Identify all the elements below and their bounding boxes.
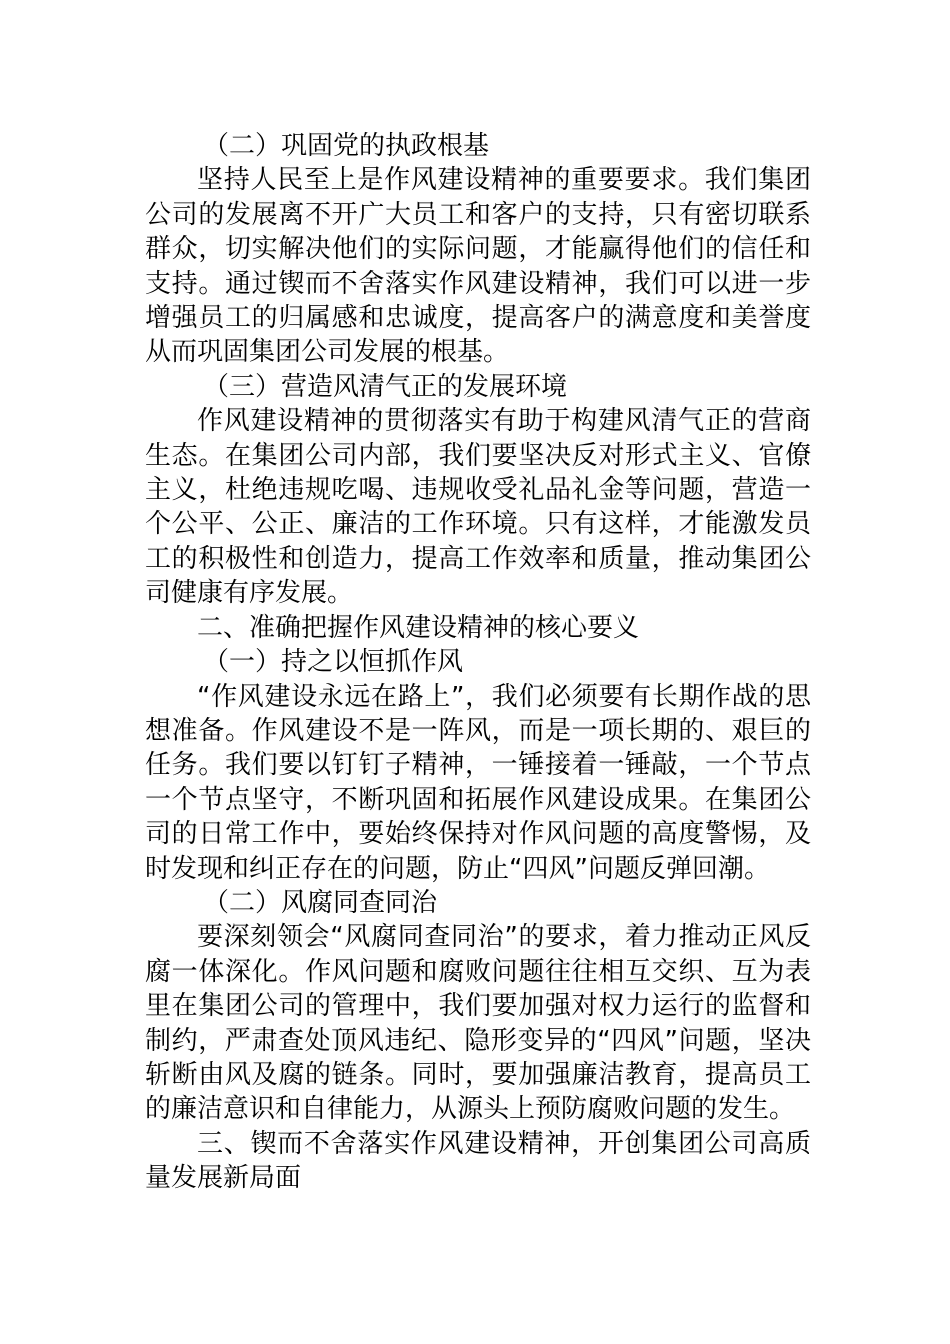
subheading-consolidate-foundation: （二）巩固党的执政根基 — [203, 131, 490, 161]
heading-high-quality-development: 三、锲而不舍落实作风建设精神，开创集团公司高质量发展新局面 — [145, 1128, 811, 1194]
paragraph-long-term: “作风建设永远在路上”，我们必须要有长期作战的思想准备。作风建设不是一阵风，而是一项长期的、艰巨的任务。我们要以钉钉子精神，一锤接着一锤敲，一个节点一个节点坚守，不断巩固和拓展作风建设成果。在集团公司的日常工作中，要始终保持对作风问题的高度警惕，及时发现和纠正存在的问题，防止“四风”问题反弹回潮。 — [145, 681, 811, 884]
subheading-persistence: （一）持之以恒抓作风 — [203, 647, 464, 678]
subheading-joint-investigation: （二）风腐同查同治 — [203, 887, 438, 918]
heading-core-essence: 二、准确把握作风建设精神的核心要义 — [197, 612, 640, 643]
document-body — [145, 129, 811, 1196]
paragraph-anti-corruption: 要深刻领会“风腐同查同治”的要求，着力推动正风反腐一体深化。作风问题和腐败问题往往相互交织、互为表里在集团公司的管理中，我们要加强对权力运行的监督和制约，严肃查处顶风违纪、隐形变异的“四风”问题，坚决斩断由风及腐的链条。同时，要加强廉洁教育，提高员工的廉洁意识和自律能力，从源头上预防腐败问题的发生。 — [145, 922, 811, 1125]
paragraph-clean-ecology: 作风建设精神的贯彻落实有助于构建风清气正的营商生态。在集团公司内部，我们要坚决反对形式主义、官僚主义，杜绝违规吃喝、违规收受礼品礼金等问题，营造一个公平、公正、廉洁的工作环境。只有这样，才能激发员工的积极性和创造力，提高工作效率和质量，推动集团公司健康有序发展。 — [145, 406, 811, 609]
subheading-clean-environment: （三）营造风清气正的发展环境 — [203, 371, 568, 402]
paragraph-people-first: 坚持人民至上是作风建设精神的重要要求。我们集团公司的发展离不开广大员工和客户的支持，只有密切联系群众，切实解决他们的实际问题，才能赢得他们的信任和支持。通过锲而不舍落实作风建设精神，我们可以进一步增强员工的归属感和忠诚度，提高客户的满意度和美誉度从而巩固集团公司发展的根基。 — [145, 165, 811, 368]
